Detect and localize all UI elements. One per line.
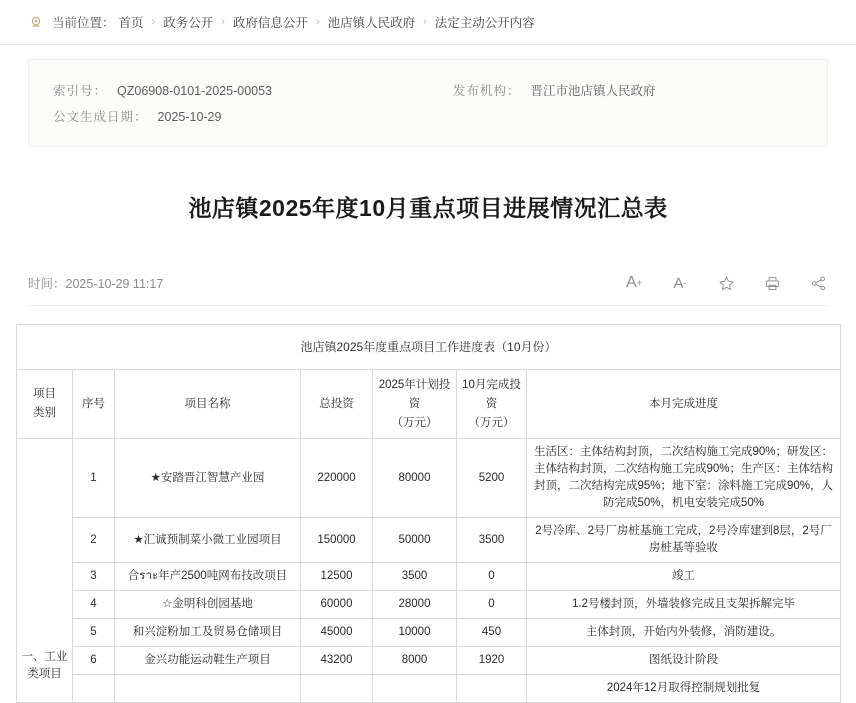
cell-no: 4	[73, 591, 115, 619]
breadcrumb-item-chidian-town-gov[interactable]: 池店镇人民政府	[327, 16, 416, 30]
cell-total: 43200	[301, 647, 373, 675]
breadcrumb-separator: ›	[221, 16, 225, 28]
header-plan-line1: 2025年计划投资	[378, 378, 451, 410]
meta-index	[53, 78, 453, 104]
meta-organization	[453, 78, 656, 104]
cell-done: 5200	[457, 439, 527, 518]
header-monthly-progress: 本月完成进度	[527, 370, 841, 439]
cell-no: 2	[73, 518, 115, 563]
table-row	[17, 647, 841, 675]
meta-date-label: 公文生成日期：	[53, 110, 148, 124]
breadcrumb-separator: ›	[423, 16, 427, 28]
breadcrumb-separator: ›	[315, 16, 320, 28]
cell-plan: 3500	[373, 563, 457, 591]
meta-date-value: 2025-10-29	[157, 110, 222, 124]
header-project-name: 项目名称	[115, 370, 301, 439]
table-row	[17, 591, 841, 619]
table-caption-row	[17, 325, 841, 370]
table-row	[17, 675, 841, 703]
header-plan-line2: （万元）	[391, 416, 438, 429]
header-no: 序号	[73, 370, 115, 439]
cell-done: 450	[457, 619, 527, 647]
document-meta-panel	[28, 59, 828, 147]
table-caption: 池店镇2025年度重点项目工作进度表（10月份）	[17, 325, 841, 370]
row-group-industry	[17, 439, 73, 703]
cell-no: 1	[73, 439, 115, 518]
publish-time-value: 2025-10-29 11:17	[65, 277, 164, 291]
table-row	[17, 518, 841, 563]
header-category-line2: 类别	[33, 407, 56, 419]
row-group-line1: 一、工业	[21, 650, 68, 663]
meta-index-value: QZ06908-0101-2025-00053	[117, 84, 272, 98]
cell-total: 220000	[301, 439, 373, 518]
location-pin-icon	[28, 14, 44, 30]
header-done-line1: 10月完成投资	[462, 378, 521, 410]
cell-plan: 8000	[373, 647, 457, 675]
toolbar-actions	[624, 273, 828, 293]
header-done-investment	[457, 370, 527, 439]
cell-done	[457, 675, 527, 703]
meta-organization-value: 晋江市池店镇人民政府	[530, 84, 656, 98]
table-row	[17, 563, 841, 591]
cell-total: 60000	[301, 591, 373, 619]
cell-project-name: ★安踏晋江智慧产业园	[115, 439, 301, 518]
cell-done: 0	[457, 563, 527, 591]
cell-total: 150000	[301, 518, 373, 563]
font-increase-icon[interactable]: A +	[626, 274, 642, 291]
table-row	[17, 619, 841, 647]
meta-organization-label: 发布机构：	[453, 84, 521, 98]
cell-done: 0	[457, 591, 527, 619]
star-icon[interactable]	[716, 273, 736, 293]
publish-time-label: 时间：	[28, 277, 66, 291]
breadcrumb-item-statutory-disclosure[interactable]: 法定主动公开内容	[434, 16, 535, 30]
cell-plan	[373, 675, 457, 703]
breadcrumb-item-home[interactable]: 首页	[118, 16, 144, 30]
header-category	[17, 370, 73, 439]
cell-no	[73, 675, 115, 703]
header-total-investment: 总投资	[301, 370, 373, 439]
header-done-line2: （万元）	[468, 416, 515, 429]
cell-project-name: ☆金明科创园基地	[115, 591, 301, 619]
cell-total: 12500	[301, 563, 373, 591]
font-increase-letter: A	[626, 274, 637, 291]
cell-project-name	[115, 675, 301, 703]
breadcrumb-separator: ›	[151, 16, 156, 28]
cell-plan: 80000	[373, 439, 457, 518]
cell-no: 5	[73, 619, 115, 647]
cell-total	[301, 675, 373, 703]
cell-total: 45000	[301, 619, 373, 647]
cell-project-name: 合ราะ年产2500吨网布技改项目	[115, 563, 301, 591]
cell-progress: 2024年12月取得控制规划批复	[527, 675, 841, 703]
meta-row-index	[53, 78, 803, 104]
cell-project-name: ★汇诚预制菜小微工业园项目	[115, 518, 301, 563]
cell-plan: 10000	[373, 619, 457, 647]
cell-progress: 2号冷库、2号厂房桩基施工完成，2号冷库建到8层，2号厂房桩基等验收	[527, 518, 841, 563]
meta-index-label: 索引号：	[53, 84, 108, 98]
breadcrumb-item-government-affairs[interactable]: 政务公开	[163, 16, 214, 30]
cell-progress: 1.2号楼封顶，外墙装修完成且支架拆解完毕	[527, 591, 841, 619]
meta-row-date	[53, 104, 803, 130]
cell-project-name: 和兴淀粉加工及贸易仓储项目	[115, 619, 301, 647]
cell-progress: 竣工	[527, 563, 841, 591]
font-decrease-letter: A	[673, 274, 684, 292]
cell-done: 3500	[457, 518, 527, 563]
report-table-container	[16, 324, 840, 703]
font-decrease-icon[interactable]: A -	[673, 274, 687, 292]
header-category-line1: 项目	[33, 388, 56, 400]
printer-icon[interactable]	[762, 273, 782, 293]
table-row	[17, 439, 841, 518]
cell-progress: 生活区：主体结构封顶，二次结构施工完成90%；研发区：主体结构封顶，二次结构施工完成90%；生产区：主体结构封顶，二次结构完成95%；地下室：涂料施工完成90%，人防完成50%，机电安装完成50%	[527, 439, 841, 518]
cell-no: 6	[73, 647, 115, 675]
publish-time	[28, 274, 163, 292]
document-toolbar	[28, 261, 828, 306]
breadcrumb	[0, 0, 856, 45]
cell-plan: 50000	[373, 518, 457, 563]
cell-plan: 28000	[373, 591, 457, 619]
cell-no: 3	[73, 563, 115, 591]
breadcrumb-label: 当前位置：	[52, 16, 115, 30]
page-title: 池店镇2025年度10月重点项目进展情况汇总表	[188, 195, 668, 221]
table-header-row	[17, 370, 841, 439]
share-icon[interactable]	[808, 273, 828, 293]
project-progress-table	[16, 324, 841, 703]
breadcrumb-item-gov-info-disclosure[interactable]: 政府信息公开	[232, 16, 308, 30]
meta-date	[53, 104, 453, 130]
cell-done: 1920	[457, 647, 527, 675]
header-plan-investment	[373, 370, 457, 439]
cell-progress: 主体封顶，开始内外装修，消防建设。	[527, 619, 841, 647]
cell-progress: 图纸设计阶段	[527, 647, 841, 675]
cell-project-name: 金兴功能运动鞋生产项目	[115, 647, 301, 675]
row-group-line2: 类项目	[27, 667, 62, 680]
